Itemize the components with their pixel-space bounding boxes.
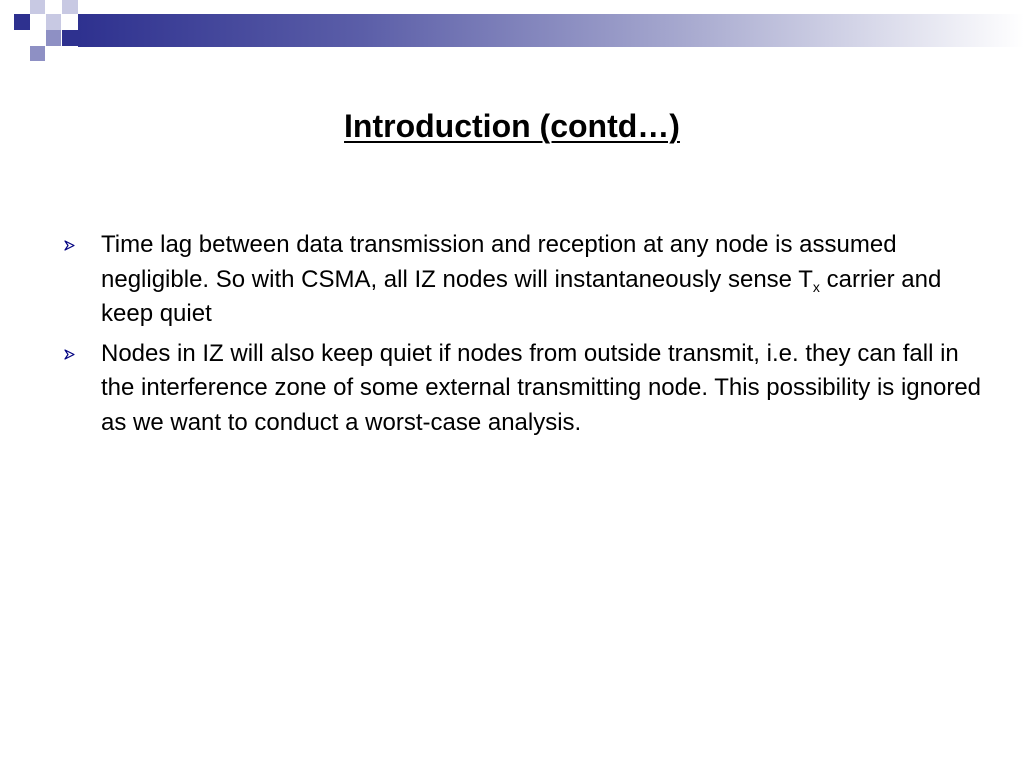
slide-title: Introduction (contd…) [344,108,680,144]
bullet-list [64,228,984,445]
bullet-text: Time lag between data transmission and reception at any node is assumed negligible. So with CSMA, all IZ nodes will instantaneously sense T [101,231,897,293]
decor-square-dark [14,14,30,30]
decor-square-light [46,14,61,30]
bullet-text: Nodes in IZ will also keep quiet if nodes from outside transmit, i.e. they can fall in the interference zone of some external transmitting node. This possibility is ignored as we want to conduct a worst-case analysis. [101,339,982,436]
bullet-item [64,228,984,332]
decor-square-dark [62,30,78,46]
header-gradient-band [78,14,1024,47]
bullet-item [64,337,984,441]
decor-square-mid [46,30,61,46]
decor-square-mid [30,46,45,61]
arrow-bullet-icon [64,228,78,262]
bullet-subscript: x [812,278,820,295]
bullet-text-continued: carrier and keep quiet [101,265,942,327]
decor-square-light [30,0,45,14]
arrow-bullet-icon [64,337,78,371]
decor-square-light [62,0,78,14]
